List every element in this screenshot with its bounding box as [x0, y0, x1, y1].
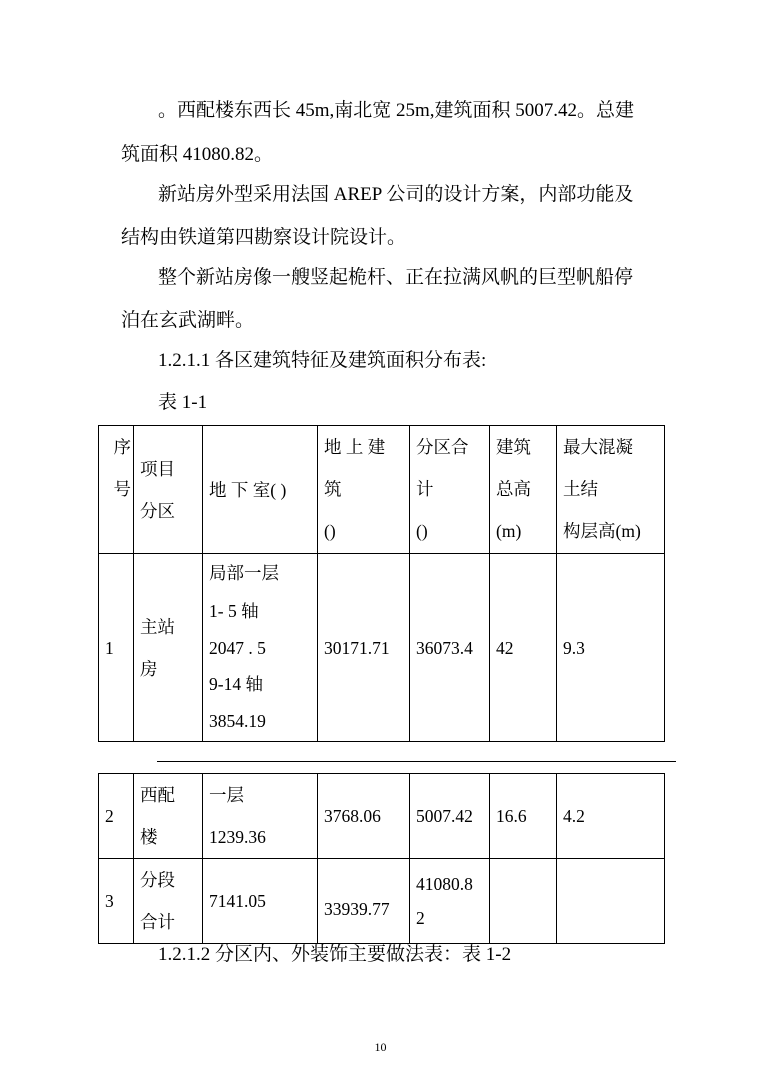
row1-area-line-1: 主站 [140, 616, 175, 637]
table-row [99, 774, 665, 859]
header-subtotal [410, 426, 490, 554]
row1-no: 1 [99, 554, 134, 742]
row2-area-line-2: 楼 [140, 827, 158, 847]
row1-above-ground: 30171.71 [318, 554, 410, 742]
header-max-floor-height [557, 426, 665, 554]
row2-basement [203, 774, 318, 859]
row2-above-ground: 3768.06 [318, 774, 410, 859]
row3-subtotal-line-1: 41080.8 [416, 874, 473, 894]
row1-max-floor-height: 9.3 [557, 554, 665, 742]
paragraph-line-5: 整个新站房像一艘竖起桅杆、正在拉满风帆的巨型帆船停 [158, 267, 634, 288]
header-area-line-2: 分区 [140, 500, 175, 521]
header-max-line-3: 构层高(m) [563, 521, 641, 541]
header-no [99, 426, 134, 554]
row2-subtotal: 5007.42 [410, 774, 490, 859]
row1-basement-line-4: 9-14 轴 [209, 674, 263, 694]
table-row [99, 554, 665, 742]
header-height-line-2: 总高 [496, 479, 531, 499]
header-above-line-3: () [324, 521, 336, 541]
row1-basement-line-3: 2047 . 5 [209, 638, 266, 658]
row3-max-floor-height [557, 859, 665, 944]
header-above-line-2: 筑 [324, 479, 342, 499]
row3-above-ground: 33939.77 [318, 859, 410, 944]
row3-subtotal [410, 859, 490, 944]
header-max-line-1: 最大混凝 [563, 437, 633, 457]
header-height [490, 426, 557, 554]
row1-area-line-2: 房 [140, 658, 158, 679]
paragraph-line-4: 结构由铁道第四勘察设计院设计。 [121, 227, 407, 248]
page-break-rule [157, 761, 676, 762]
building-area-table-part-1 [98, 425, 665, 742]
row3-area-line-2: 合计 [140, 912, 175, 932]
paragraph-line-6: 泊在玄武湖畔。 [121, 310, 255, 331]
row1-area [134, 554, 203, 742]
header-subtotal-line-1: 分区合 [416, 437, 469, 457]
table-header-row [99, 426, 665, 554]
header-no-line-2: 号 [113, 479, 131, 499]
header-area [134, 426, 203, 554]
table-caption: 表 1-1 [158, 392, 208, 413]
page-number: 10 [374, 1040, 387, 1054]
paragraph-line-1: 。西配楼东西长 45m,南北宽 25m,建筑面积 5007.42。总建 [158, 100, 635, 121]
paragraph-line-3: 新站房外型采用法国 AREP 公司的设计方案，内部功能及 [158, 184, 634, 205]
section-heading-1-2-1-1: 1.2.1.1 各区建筑特征及建筑面积分布表: [158, 350, 487, 371]
header-above-ground [318, 426, 410, 554]
row2-basement-line-2: 1239.36 [209, 827, 266, 847]
building-area-table-part-2 [98, 773, 665, 944]
row3-no: 3 [99, 859, 134, 944]
paragraph-line-2: 筑面积 41080.82。 [121, 144, 274, 165]
row1-basement [203, 554, 318, 742]
header-height-line-1: 建筑 [496, 437, 531, 457]
row1-subtotal: 36073.4 [410, 554, 490, 742]
row1-basement-line-2: 1- 5 轴 [209, 601, 259, 621]
table-row [99, 859, 665, 944]
row3-basement: 7141.05 [203, 859, 318, 944]
header-height-line-3: (m) [496, 521, 522, 541]
row2-area [134, 774, 203, 859]
header-subtotal-line-2: 计 [416, 479, 434, 499]
row2-area-line-1: 西配 [140, 785, 175, 805]
row3-subtotal-line-2: 2 [416, 908, 425, 928]
row1-basement-line-5: 3854.19 [209, 711, 266, 731]
row3-height [490, 859, 557, 944]
header-area-line-1: 项目 [140, 458, 175, 479]
row2-no: 2 [99, 774, 134, 859]
header-basement: 地 下 室( ) [203, 426, 318, 554]
section-heading-1-2-1-2: 1.2.1.2 分区内、外装饰主要做法表：表 1-2 [158, 944, 512, 965]
row1-basement-line-1: 局部一层 [209, 563, 279, 583]
row3-area-line-1: 分段 [140, 870, 175, 890]
header-above-line-1: 地 上 建 [324, 437, 386, 457]
row2-basement-line-1: 一层 [209, 785, 244, 805]
header-max-line-2: 土结 [563, 479, 598, 499]
row2-height: 16.6 [490, 774, 557, 859]
header-subtotal-line-3: () [416, 521, 428, 541]
header-no-line-1: 序 [113, 437, 131, 457]
row2-max-floor-height: 4.2 [557, 774, 665, 859]
row1-height: 42 [490, 554, 557, 742]
row3-area [134, 859, 203, 944]
